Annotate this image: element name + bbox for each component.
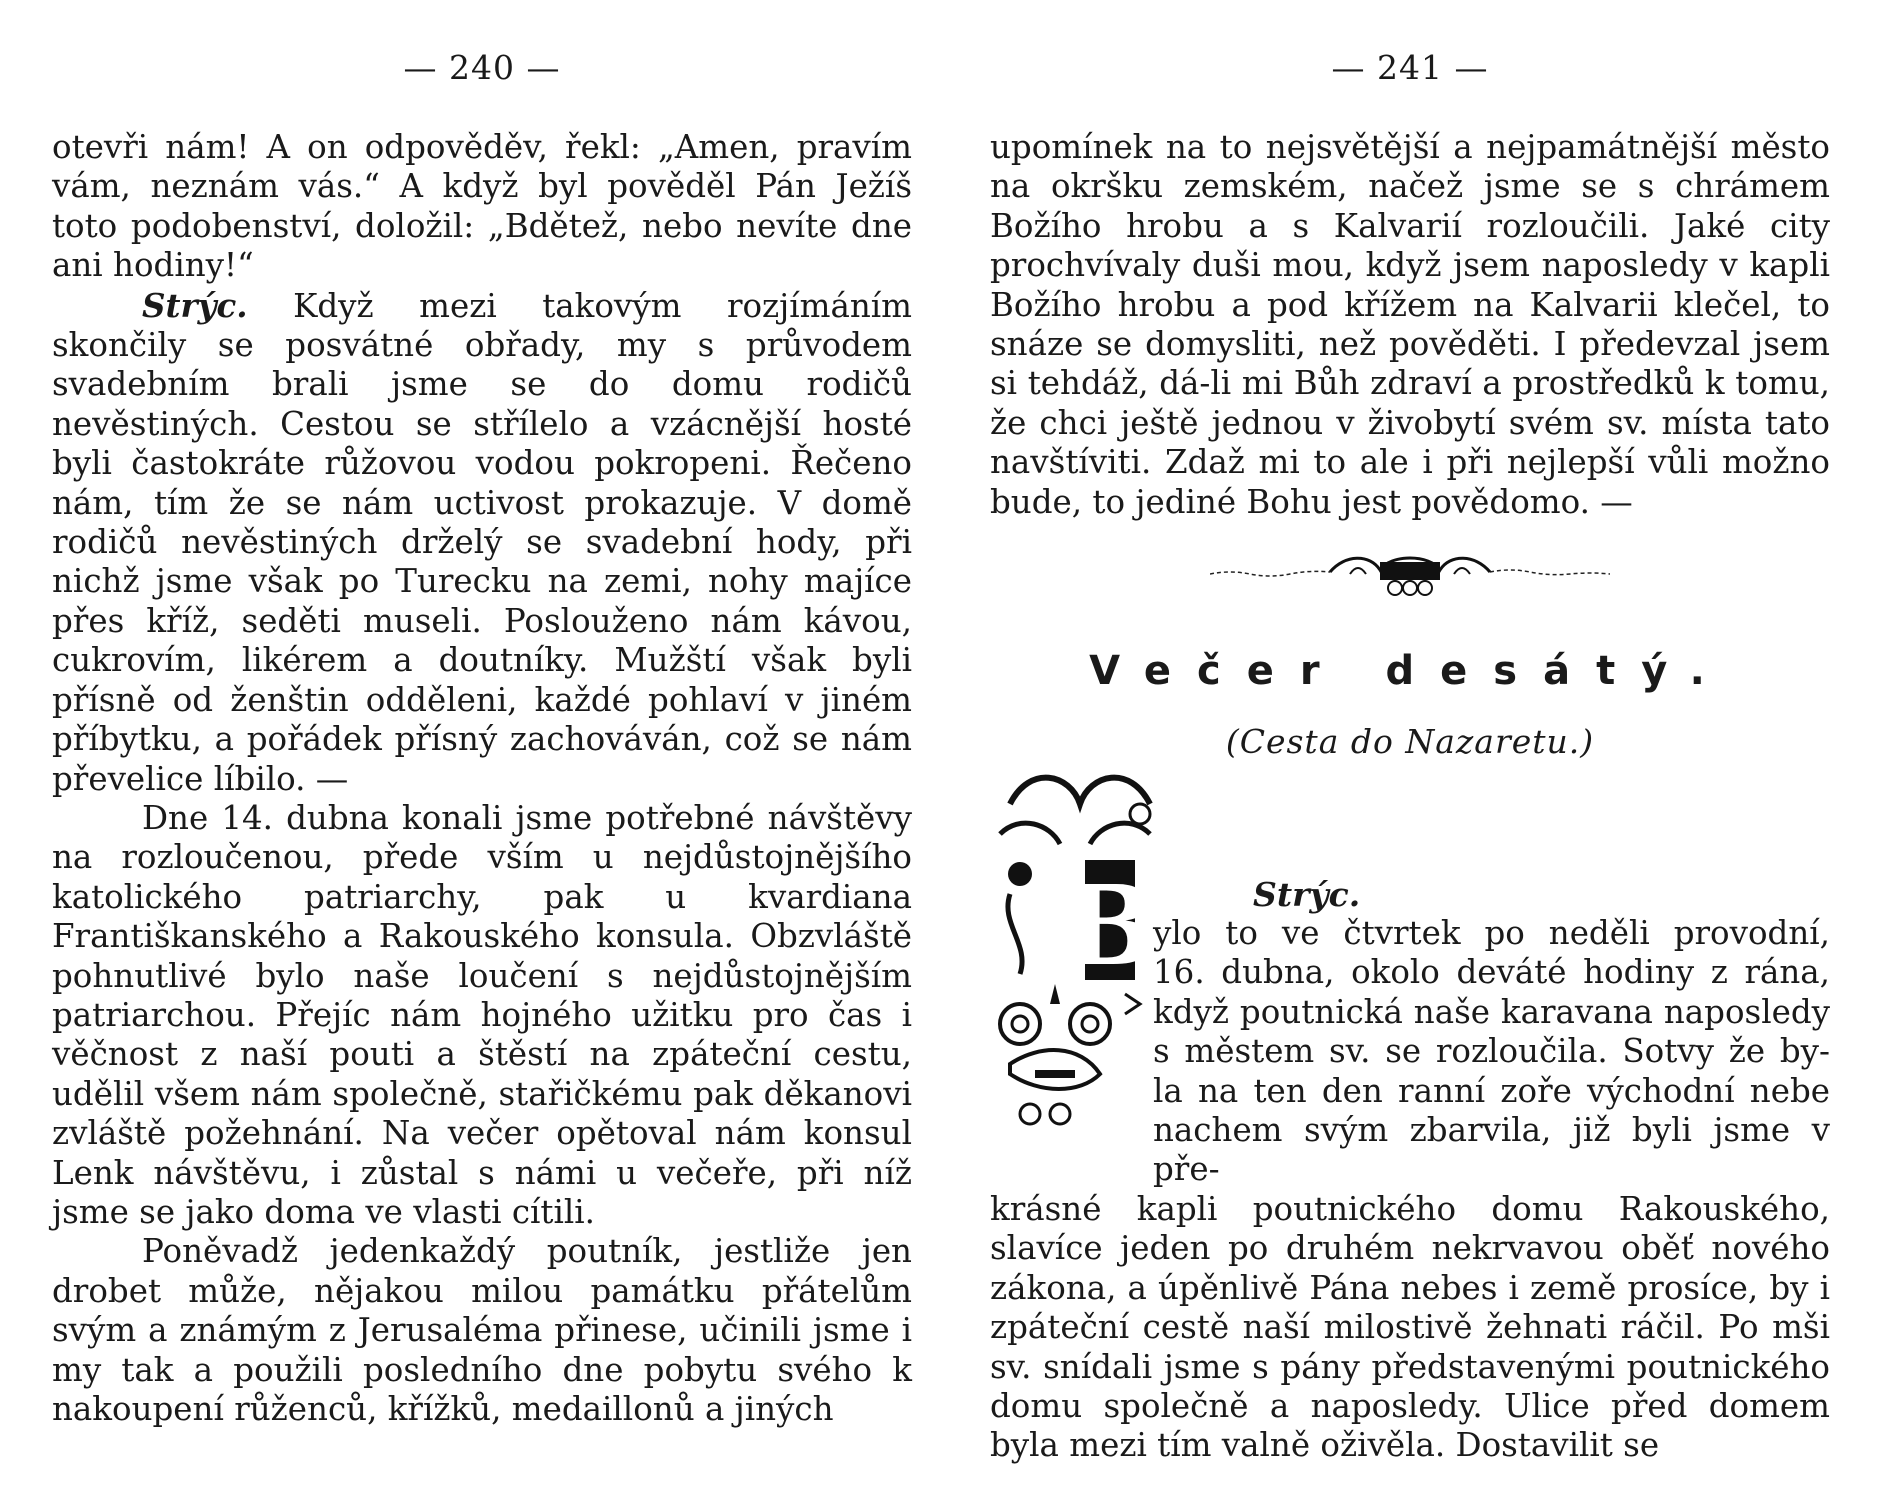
left-page [52, 0, 912, 1500]
paragraph: otevři nám! A on odpověděv, řekl: „Amen, pravím vám, neznám vás.“ A když byl pověděl Pán Ježíš toto podobenství, doložil: „Bdětež, nebo nevíte dne ani hodiny!“ [52, 128, 912, 285]
left-page-body [52, 128, 912, 1429]
right-page-body-continued [990, 1190, 1830, 1466]
text-line: když poutnická naše karavana naposledy [1153, 992, 1830, 1031]
paragraph: Poněvadž jedenkaždý poutník, jestliže jen drobet může, nějakou milou památku přátelům svým a známým z Jerusaléma přinese, učinili jsme i my tak a použili posledního dne pobytu svého k nakoupení růženců, křížků, medaillonů a jiných [52, 1232, 912, 1428]
drop-cap-lines [1153, 914, 1830, 1190]
decorative-initial-b [990, 764, 1160, 1144]
chapter-subtitle: (Cesta do Nazaretu.) [1225, 722, 1595, 761]
paragraph-text: Když mezi takovým rozjímáním skončily se posvátné obřady, my s průvodem svadebním brali jsme se do domu rodičů nevěstiných. Cestou se střílelo a vzácnější hosté byli častokráte růžovou vodou pokropeni. Řečeno nám, tím že se nám uctivost prokazuje. V domě rodičů nevěstiných drželý se svadební hody, při nichž jsme však po Turecku na zemi, nohy majíce přes kříž, seděti museli. Poslouženo nám kávou, cukrovím, likérem a doutníky. Mužští však byli přísně od ženštin odděleni, každé pohlaví v jiném příbytku, a pořádek přísný zachováván, což se nám převelice líbilo. — [52, 286, 912, 798]
drop-cap-letter: B [1063, 861, 1157, 990]
speaker-label: Strýc. [1253, 875, 1361, 914]
paragraph: upomínek na to nejsvětější a nejpamátnější město na okršku zemském, načež jsme se s chrámem Božího hrobu a s Kalvarií rozloučili. Jaké city prochvívaly duši mou, když jsem naposledy v kapli Božího hrobu a pod křížem na Kalvarii klečel, to snáze se domysliti, než pověděti. I předevzal jsem si tehdáž, dá-li mi Bůh zdraví a prostředků k tomu, že chci ještě jednou v živobytí svém sv. místa tato navštíviti. Zdaž mi to ale i při nejlepší vůli možno bude, to jediné Bohu jest povědomo. — [990, 128, 1830, 521]
paragraph: krásné kapli poutnického domu Rakouského, slavíce jeden po druhém nekrvavou oběť nového zákona, a úpěnlivě Pána nebes i země prosíce, by i zpáteční cestě naší milostivě žehnati ráčil. Po mši sv. snídali jsme s pány představenými poutnického domu společně a naposledy. Ulice před domem byla mezi tím valně oživěla. Dostavilit se [990, 1190, 1830, 1465]
paragraph [52, 286, 912, 799]
page-number: — 240 — [403, 48, 561, 87]
right-page [990, 0, 1830, 1500]
text-line: 16. dubna, okolo deváté hodiny z rána, [1153, 953, 1830, 992]
paragraph: Dne 14. dubna konali jsme potřebné návštěvy na rozloučenou, přede vším u nejdůstojnějšího katolického patriarchy, pak u kvardiana Františkanského a Rakouského konsula. Obzvláště pohnutlivé bylo naše loučení s nejdůstojnějším patriarchou. Přejíc nám hojného užitku pro čas i věčnost z naší pouti a štěstí na zpáteční cestu, udělil všem nám společně, stařičkému pak děkanovi zvláště požehnání. Na večer opětoval nám konsul Lenk návštěvu, i zůstal s námi u večeře, při níž jsme se jako doma ve vlasti cítili. [52, 798, 912, 1231]
chapter-title: Večer desátý. [1089, 648, 1731, 694]
ornament-divider [1210, 548, 1610, 598]
text-line: la na ten den ranní zoře východní nebe [1153, 1071, 1830, 1110]
text-line: ylo to ve čtvrtek po neděli provodní, [1153, 914, 1830, 952]
speaker-label: Strýc. [142, 285, 248, 325]
text-line: s městem sv. se rozloučila. Sotvy že by- [1153, 1032, 1830, 1071]
text-line: nachem svým zbarvila, již byli jsme v pře- [1153, 1111, 1830, 1189]
right-page-body [990, 128, 1830, 522]
page-number: — 241 — [1331, 48, 1489, 87]
